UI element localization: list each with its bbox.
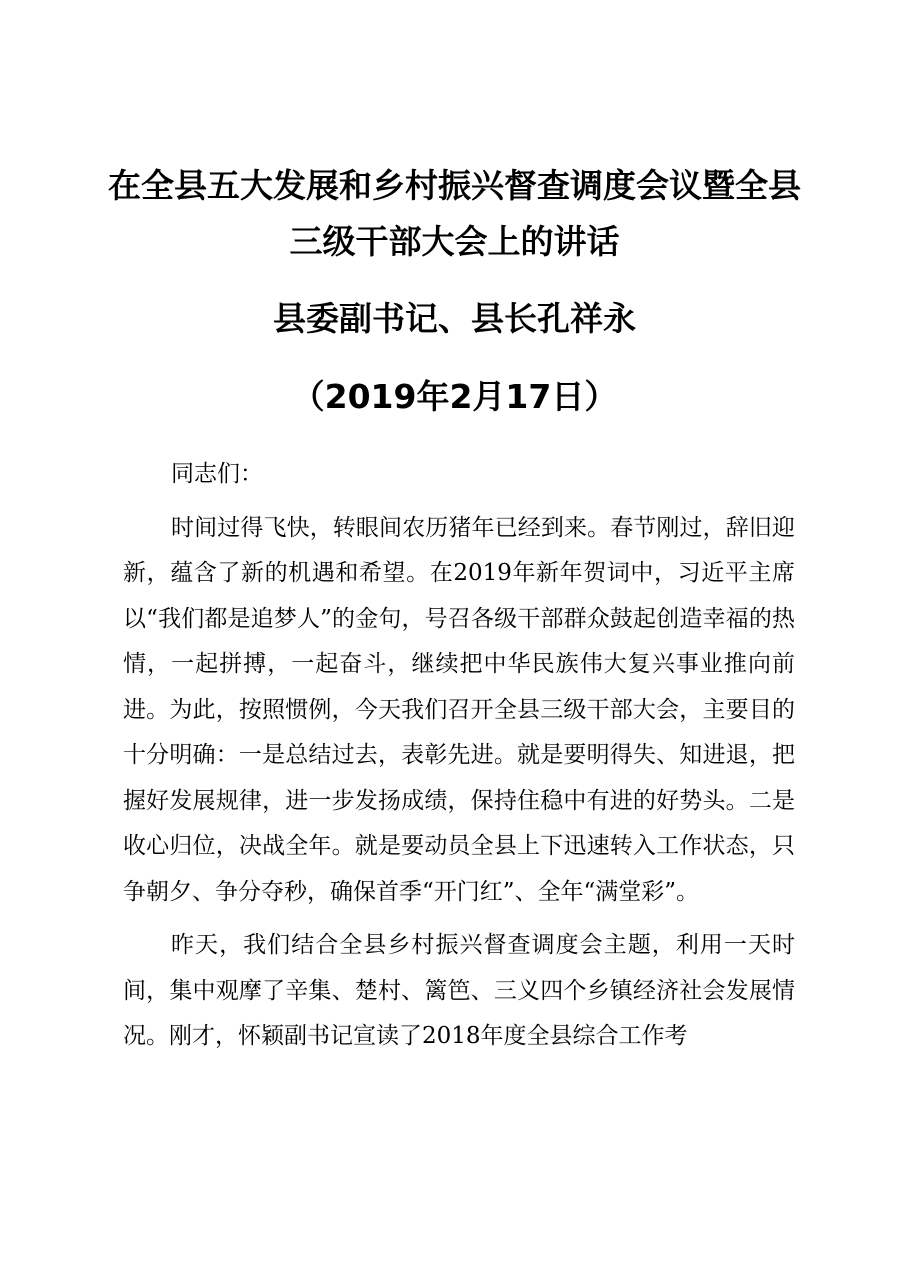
salutation: 同志们： (171, 461, 263, 487)
paragraph: 昨天，我们结合全县乡村振兴督查调度会主题，利用一天时间，集中观摩了辛集、楚村、篱笆、三义四个乡镇经济社会发展情况。刚才，怀颖副书记宣读了2018年度全县综合工作考 (123, 932, 795, 1049)
author-line: 县委副书记、县长孔祥永 (273, 299, 636, 338)
paragraph: 时间过得飞快，转眼间农历猪年已经到来。春节刚过，辞旧迎新，蕴含了新的机遇和希望。在2019年新年贺词中，习近平主席以“我们都是追梦人”的金句，号召各级干部群众鼓起创造幸福的热情，一起拼搏，一起奋斗，继续把中华民族伟大复兴事业推向前进。为此，按照惯例，今天我们召开全县三级干部大会，主要目的十分明确：一是总结过去，表彰先进。就是要明得失、知进退，把握好发展规律，进一步发扬成绩，保持住稳中有进的好势头。二是收心归位，决战全年。就是要动员全县上下迅速转入工作状态，只争朝夕、争分夺秒，确保首季“开门红”、全年“满堂彩”。 (123, 514, 795, 905)
speech-body (123, 452, 795, 1068)
document-title: 在全县五大发展和乡村振兴督查调度会议暨全县三级干部大会上的讲话 (108, 166, 801, 261)
date-line: （2019年2月17日） (291, 377, 618, 416)
